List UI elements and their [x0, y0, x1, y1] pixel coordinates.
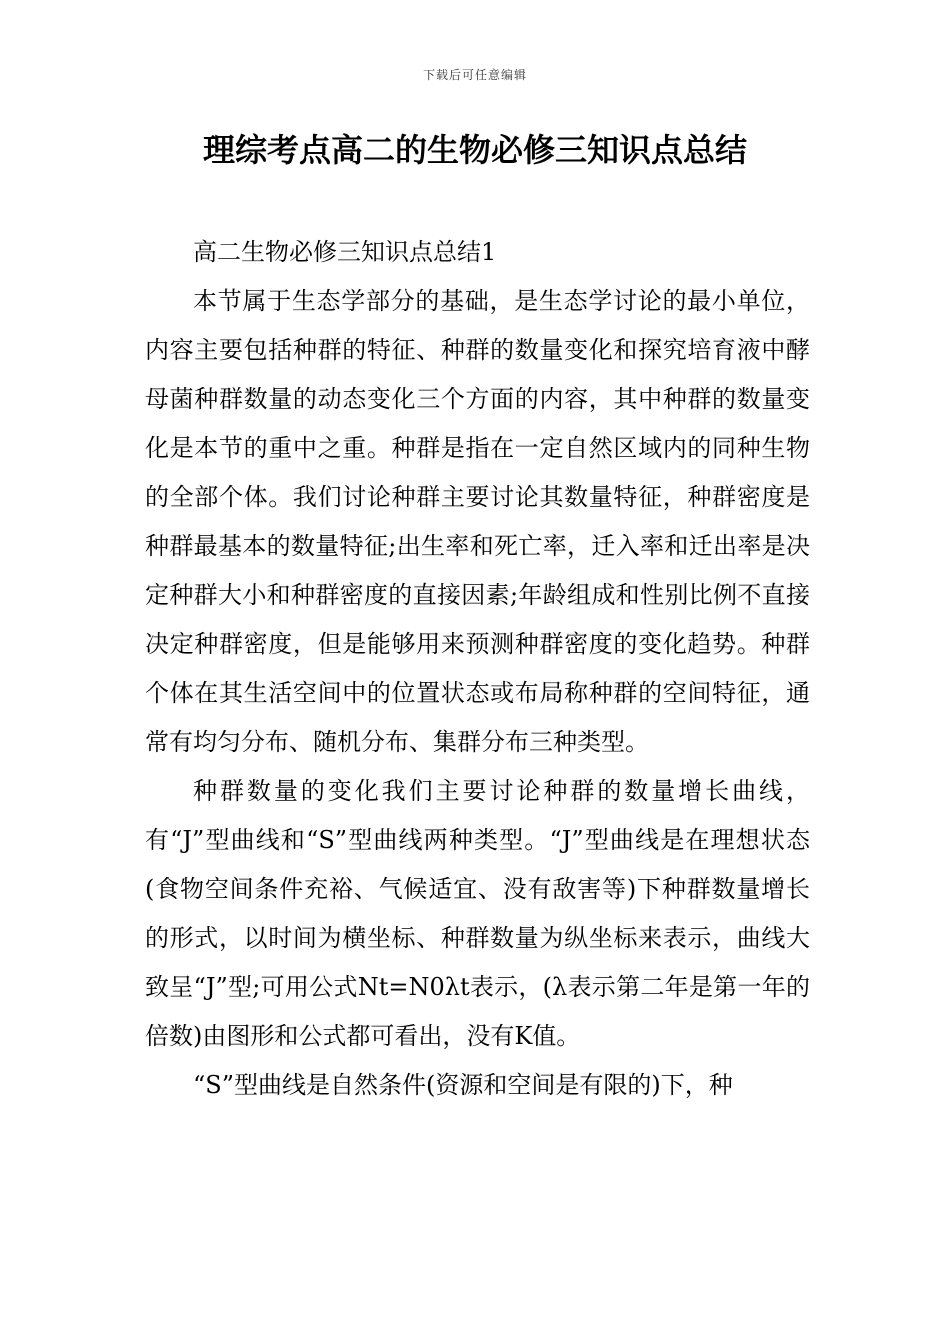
paragraph-population-characteristics: 本节属于生态学部分的基础，是生态学讨论的最小单位，内容主要包括种群的特征、种群的数量变化和探究培育液中酵母菌种群数量的动态变化三个方面的内容，其中种群的数量变化是本节的重中之重。种群是指在一定自然区域内的同种生物的全部个体。我们讨论种群主要讨论其数量特征，种群密度是种群最基本的数量特征;出生率和死亡率，迁入率和迁出率是决定种群大小和种群密度的直接因素;年龄组成和性别比例不直接决定种群密度，但是能够用来预测种群密度的变化趋势。种群个体在其生活空间中的位置状态或布局称种群的空间特征，通常有均匀分布、随机分布、集群分布三种类型。	[145, 287, 810, 756]
header-note: 下载后可任意编辑	[422, 68, 527, 82]
section-heading: 高二生物必修三知识点总结1	[193, 238, 497, 266]
document-body	[145, 228, 810, 1110]
document-title: 理综考点高二的生物必修三知识点总结	[202, 131, 747, 169]
paragraph-population-growth-curves: 种群数量的变化我们主要讨论种群的数量增长曲线，有“J”型曲线和“S”型曲线两种类型。“J”型曲线是在理想状态(食物空间条件充裕、气候适宜、没有敌害等)下种群数量增长的形式，以时间为横坐标、种群数量为纵坐标来表示，曲线大致呈“J”型;可用公式Nt=N0λt表示，(λ表示第二年是第一年的倍数)由图形和公式都可看出，没有K值。	[145, 777, 810, 1050]
paragraph-s-curve: “S”型曲线是自然条件(资源和空间是有限的)下，种	[193, 1071, 733, 1099]
